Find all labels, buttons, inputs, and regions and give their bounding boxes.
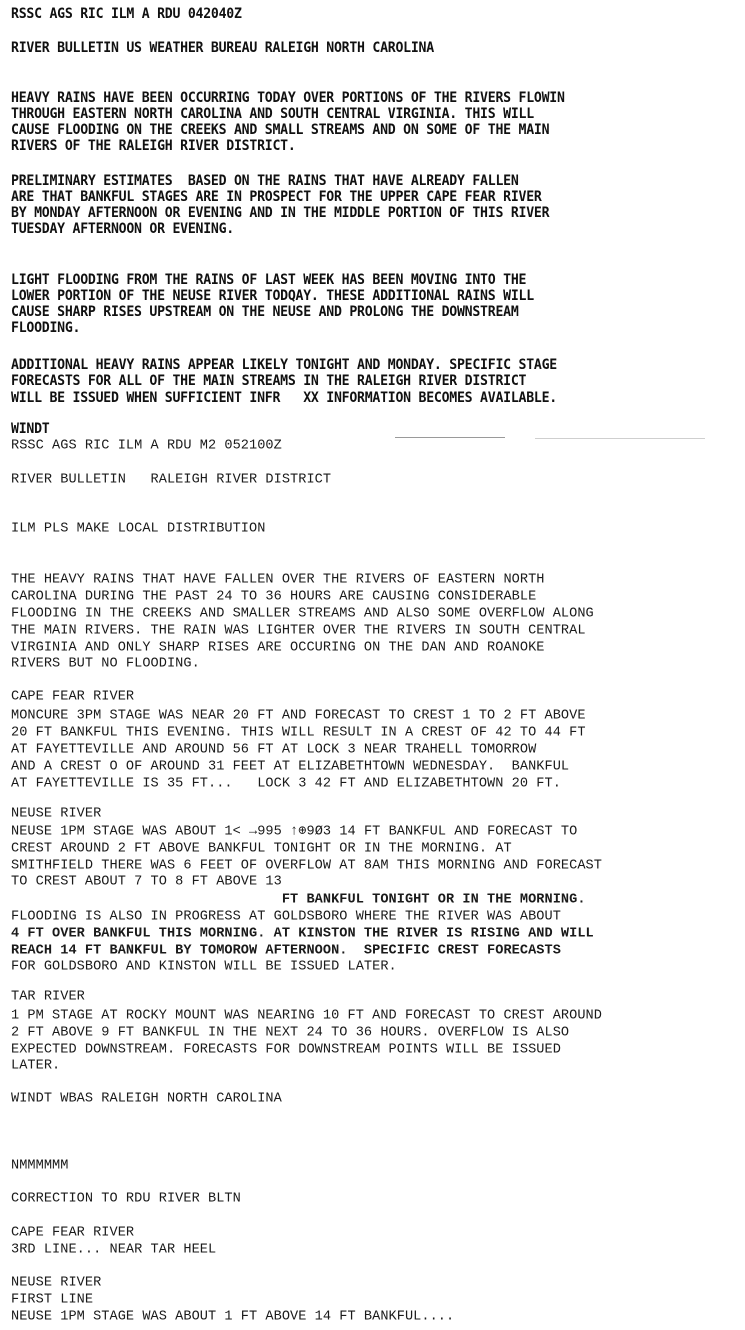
paragraph-line: NEUSE 1PM STAGE WAS ABOUT 1< →995 ↑⊕9Ø3 14 FT BANKFUL AND FORECAST TO — [11, 824, 578, 840]
paragraph-line: REACH 14 FT BANKFUL BY TOMOROW AFTERNOON. SPECIFIC CREST FORECASTS — [11, 943, 561, 959]
paragraph-line: FLOODING. — [11, 320, 81, 337]
correction-line-ref: FIRST LINE — [11, 1292, 94, 1308]
paragraph-line: 1 PM STAGE AT ROCKY MOUNT WAS NEARING 10 FT AND FORECAST TO CREST AROUND — [11, 1008, 602, 1024]
paragraph-line: BY MONDAY AFTERNOON OR EVENING AND IN THE MIDDLE PORTION OF THIS RIVER — [11, 205, 550, 222]
correction-line: 3RD LINE... NEAR TAR HEEL — [11, 1242, 217, 1258]
section-heading-neuse: NEUSE RIVER — [11, 806, 102, 822]
bulletin-title: RIVER BULLETIN US WEATHER BUREAU RALEIGH NORTH CAROLINA — [11, 40, 434, 57]
paragraph-line: 2 FT ABOVE 9 FT BANKFUL IN THE NEXT 24 TO 36 HOURS. OVERFLOW IS ALSO — [11, 1025, 570, 1041]
paragraph-line: TO CREST ABOUT 7 TO 8 FT ABOVE 13 — [11, 874, 282, 890]
paragraph-line: PRELIMINARY ESTIMATES BASED ON THE RAINS THAT HAVE ALREADY FALLEN — [11, 173, 519, 190]
paragraph-line: AT FAYETTEVILLE IS 35 FT... LOCK 3 42 FT AND ELIZABETHTOWN 20 FT. — [11, 776, 561, 792]
bulletin-header: NMMMMMM — [11, 1158, 69, 1174]
paragraph-line: EXPECTED DOWNSTREAM. FORECASTS FOR DOWNSTREAM POINTS WILL BE ISSUED — [11, 1042, 561, 1058]
distribution-note: ILM PLS MAKE LOCAL DISTRIBUTION — [11, 521, 266, 537]
paragraph-line: CAROLINA DURING THE PAST 24 TO 36 HOURS ARE CAUSING CONSIDERABLE — [11, 589, 537, 605]
bulletin-header: RSSC AGS RIC ILM A RDU 042040Z — [11, 6, 242, 23]
correction-line: NEUSE 1PM STAGE WAS ABOUT 1 FT ABOVE 14 FT BANKFUL.... — [11, 1309, 455, 1325]
paragraph-line: RIVERS BUT NO FLOODING. — [11, 656, 200, 672]
bulletin-title: RIVER BULLETIN RALEIGH RIVER DISTRICT — [11, 472, 332, 488]
paragraph-line: FORECASTS FOR ALL OF THE MAIN STREAMS IN THE RALEIGH RIVER DISTRICT — [11, 373, 527, 390]
section-heading-cape-fear: CAPE FEAR RIVER — [11, 1225, 135, 1241]
page-divider — [395, 437, 505, 438]
bulletin-title: CORRECTION TO RDU RIVER BLTN — [11, 1191, 241, 1207]
bulletin-header: RSSC AGS RIC ILM A RDU M2 052100Z — [11, 438, 282, 454]
paragraph-line: LIGHT FLOODING FROM THE RAINS OF LAST WEEK HAS BEEN MOVING INTO THE — [11, 272, 527, 289]
paragraph-line: FLOODING IS ALSO IN PROGRESS AT GOLDSBORO WHERE THE RIVER WAS ABOUT — [11, 909, 561, 925]
paragraph-line: SMITHFIELD THERE WAS 6 FEET OF OVERFLOW AT 8AM THIS MORNING AND FORECAST — [11, 858, 602, 874]
paragraph-line: 20 FT BANKFUL THIS EVENING. THIS WILL RESULT IN A CREST OF 42 TO 44 FT — [11, 725, 586, 741]
paragraph-line: FT BANKFUL TONIGHT OR IN THE MORNING. — [11, 892, 586, 908]
paragraph-line: CAUSE FLOODING ON THE CREEKS AND SMALL STREAMS AND ON SOME OF THE MAIN — [11, 122, 550, 139]
paragraph-line: 4 FT OVER BANKFUL THIS MORNING. AT KINSTON THE RIVER IS RISING AND WILL — [11, 926, 594, 942]
page-divider — [535, 438, 705, 439]
paragraph-line: THROUGH EASTERN NORTH CAROLINA AND SOUTH CENTRAL VIRGINIA. THIS WILL — [11, 106, 534, 123]
signature: WINDT WBAS RALEIGH NORTH CAROLINA — [11, 1091, 282, 1107]
section-heading-neuse: NEUSE RIVER — [11, 1275, 102, 1291]
paragraph-line: CREST AROUND 2 FT ABOVE BANKFUL TONIGHT OR IN THE MORNING. AT — [11, 841, 512, 857]
paragraph-line: FLOODING IN THE CREEKS AND SMALLER STREAMS AND ALSO SOME OVERFLOW ALONG — [11, 606, 594, 622]
paragraph-line: ARE THAT BANKFUL STAGES ARE IN PROSPECT FOR THE UPPER CAPE FEAR RIVER — [11, 189, 542, 206]
section-heading-tar: TAR RIVER — [11, 989, 85, 1005]
paragraph-line: AT FAYETTEVILLE AND AROUND 56 FT AT LOCK 3 NEAR TRAHELL TOMORROW — [11, 742, 537, 758]
paragraph-line: ADDITIONAL HEAVY RAINS APPEAR LIKELY TONIGHT AND MONDAY. SPECIFIC STAGE — [11, 357, 557, 374]
paragraph-line: LATER. — [11, 1058, 61, 1074]
section-heading-cape-fear: CAPE FEAR RIVER — [11, 689, 135, 705]
paragraph-line: THE HEAVY RAINS THAT HAVE FALLEN OVER THE RIVERS OF EASTERN NORTH — [11, 572, 545, 588]
paragraph-line: RIVERS OF THE RALEIGH RIVER DISTRICT. — [11, 138, 296, 155]
paragraph-line: HEAVY RAINS HAVE BEEN OCCURRING TODAY OVER PORTIONS OF THE RIVERS FLOWIN — [11, 90, 565, 107]
paragraph-line: LOWER PORTION OF THE NEUSE RIVER TODQAY. THESE ADDITIONAL RAINS WILL — [11, 288, 534, 305]
paragraph-line: AND A CREST O OF AROUND 31 FEET AT ELIZABETHTOWN WEDNESDAY. BANKFUL — [11, 759, 570, 775]
signature: WINDT — [11, 421, 50, 438]
paragraph-line: THE MAIN RIVERS. THE RAIN WAS LIGHTER OVER THE RIVERS IN SOUTH CENTRAL — [11, 623, 586, 639]
paragraph-line: MONCURE 3PM STAGE WAS NEAR 20 FT AND FORECAST TO CREST 1 TO 2 FT ABOVE — [11, 708, 586, 724]
paragraph-line: CAUSE SHARP RISES UPSTREAM ON THE NEUSE AND PROLONG THE DOWNSTREAM — [11, 304, 519, 321]
paragraph-line: WILL BE ISSUED WHEN SUFFICIENT INFR XX INFORMATION BECOMES AVAILABLE. — [11, 390, 557, 407]
paragraph-line: TUESDAY AFTERNOON OR EVENING. — [11, 221, 234, 238]
paragraph-line: VIRGINIA AND ONLY SHARP RISES ARE OCCURING ON THE DAN AND ROANOKE — [11, 640, 545, 656]
paragraph-line: FOR GOLDSBORO AND KINSTON WILL BE ISSUED LATER. — [11, 959, 397, 975]
